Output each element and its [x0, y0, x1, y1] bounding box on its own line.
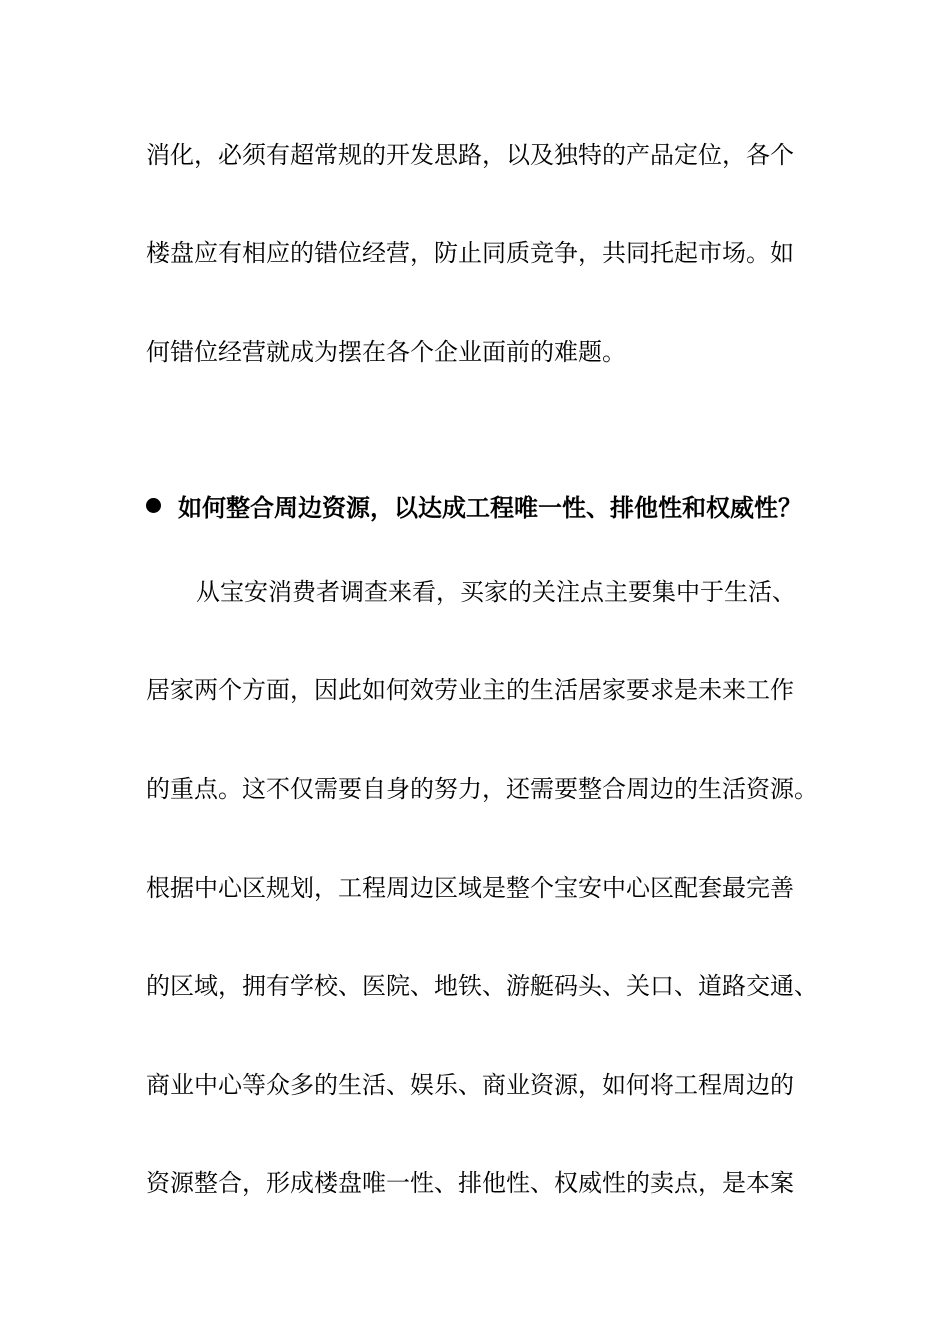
paragraph-line: 从宝安消费者调查来看，买家的关注点主要集中于生活、: [196, 578, 796, 606]
section-heading-text: 如何整合周边资源，以达成工程唯一性、排他性和权威性？: [178, 493, 802, 522]
paragraph-line: 的区域，拥有学校、医院、地铁、游艇码头、关口、道路交通、: [146, 972, 818, 1000]
section-heading: [146, 492, 802, 524]
paragraph-line: 消化，必须有超常规的开发思路，以及独特的产品定位，各个: [146, 141, 794, 169]
bullet-icon: [146, 498, 161, 513]
paragraph-line: 居家两个方面，因此如何效劳业主的生活居家要求是未来工作: [146, 676, 794, 704]
paragraph-line: 商业中心等众多的生活、娱乐、商业资源，如何将工程周边的: [146, 1071, 794, 1099]
paragraph-line: 楼盘应有相应的错位经营，防止同质竞争，共同托起市场。如: [146, 239, 794, 267]
paragraph-line: 何错位经营就成为摆在各个企业面前的难题。: [146, 338, 626, 366]
paragraph-line: 资源整合，形成楼盘唯一性、排他性、权威性的卖点，是本案: [146, 1169, 794, 1197]
paragraph-line: 根据中心区规划，工程周边区域是整个宝安中心区配套最完善: [146, 874, 794, 902]
paragraph-line: 的重点。这不仅需要自身的努力，还需要整合周边的生活资源。: [146, 775, 818, 803]
